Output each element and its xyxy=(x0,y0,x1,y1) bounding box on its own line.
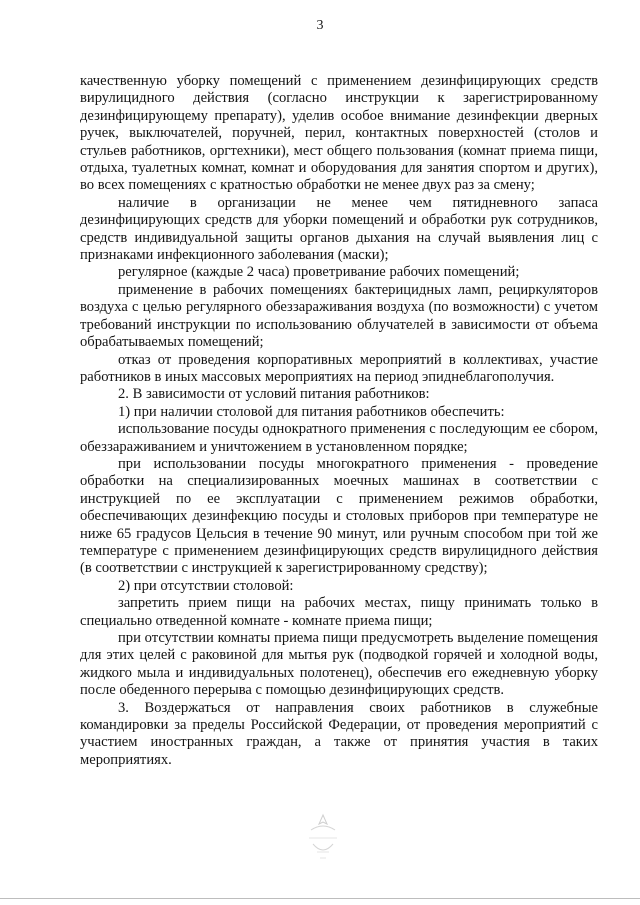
paragraph: отказ от проведения корпоративных мероприятий в коллективах, участие работников в иных массовых мероприятиях на период эпиднеблагополучия. xyxy=(80,351,598,385)
paragraph: 3. Воздержаться от направления своих работников в служебные командировки за пределы Российской Федерации, от проведения мероприятий с участием иностранных граждан, а также от принятия участия в таких мероприятиях. xyxy=(80,699,598,768)
paragraph: наличие в организации не менее чем пятидневного запаса дезинфицирующих средств для уборки помещений и обработки рук сотрудников, средств индивидуальной защиты органов дыхания на случай выявления лиц с признаками инфекционного заболевания (маски); xyxy=(80,194,598,264)
paragraph: запретить прием пищи на рабочих местах, пищу принимать только в специально отведенной комнате - комнате приема пищи; xyxy=(80,595,598,629)
paragraph: регулярное (каждые 2 часа) проветривание рабочих помещений; xyxy=(118,264,520,281)
paragraph: при отсутствии комнаты приема пищи предусмотреть выделение помещения для этих целей с раковиной для мытья рук (подводкой горячей и холодной воды, жидкого мыла и индивидуальных полотенец), обеспечив его ежедневную уборку после обеденного перерыва с помощью дезинфицирующих средств. xyxy=(80,630,598,699)
paragraph: 2) при отсутствии столовой: xyxy=(118,577,294,594)
paragraph: при использовании посуды многократного применения - проведение обработки на специализированных моечных машинах в соответствии с инструкцией по ее эксплуатации с применением режимов обработки, обеспечивающих дезинфекцию посуды и столовых приборов при температуре не ниже 65 градусов Цельсия в течение 90 минут, или ручным способом при той же температуре с применением дезинфицирующих средств вирулицидного действия (в соответствии с инструкцией к зарегистрированному средству); xyxy=(80,455,598,577)
paragraph: применение в рабочих помещениях бактерицидных ламп, рециркуляторов воздуха с целью регулярного обеззараживания воздуха (по возможности) с учетом требований инструкции по использованию облучателей в зависимости от объема обрабатываемых помещений; xyxy=(80,281,598,351)
paragraph: 2. В зависимости от условий питания работников: xyxy=(118,386,430,403)
page-bottom-edge xyxy=(0,898,640,899)
page-number: 3 xyxy=(316,18,324,33)
paragraph: использование посуды однократного применения с последующим ее сбором, обеззараживанием и уничтожением в установленном порядке; xyxy=(80,421,598,455)
paragraph: качественную уборку помещений с применением дезинфицирующих средств вирулицидного действия (согласно инструкции к зарегистрированному дезинфицирующему препарату), уделив особое внимание дезинфекции дверных ручек, выключателей, поручней, перил, контактных поверхностей (столов и стульев работников, оргтехники), мест общего пользования (комнат приема пищи, отдыха, туалетных комнат, комнат и оборудования для занятия спортом и других), во всех помещениях с кратностью обработки не менее двух раз за смену; xyxy=(80,73,598,194)
document-body xyxy=(80,73,598,769)
paragraph: 1) при наличии столовой для питания работников обеспечить: xyxy=(118,403,505,420)
faint-stamp-mark xyxy=(303,812,343,864)
